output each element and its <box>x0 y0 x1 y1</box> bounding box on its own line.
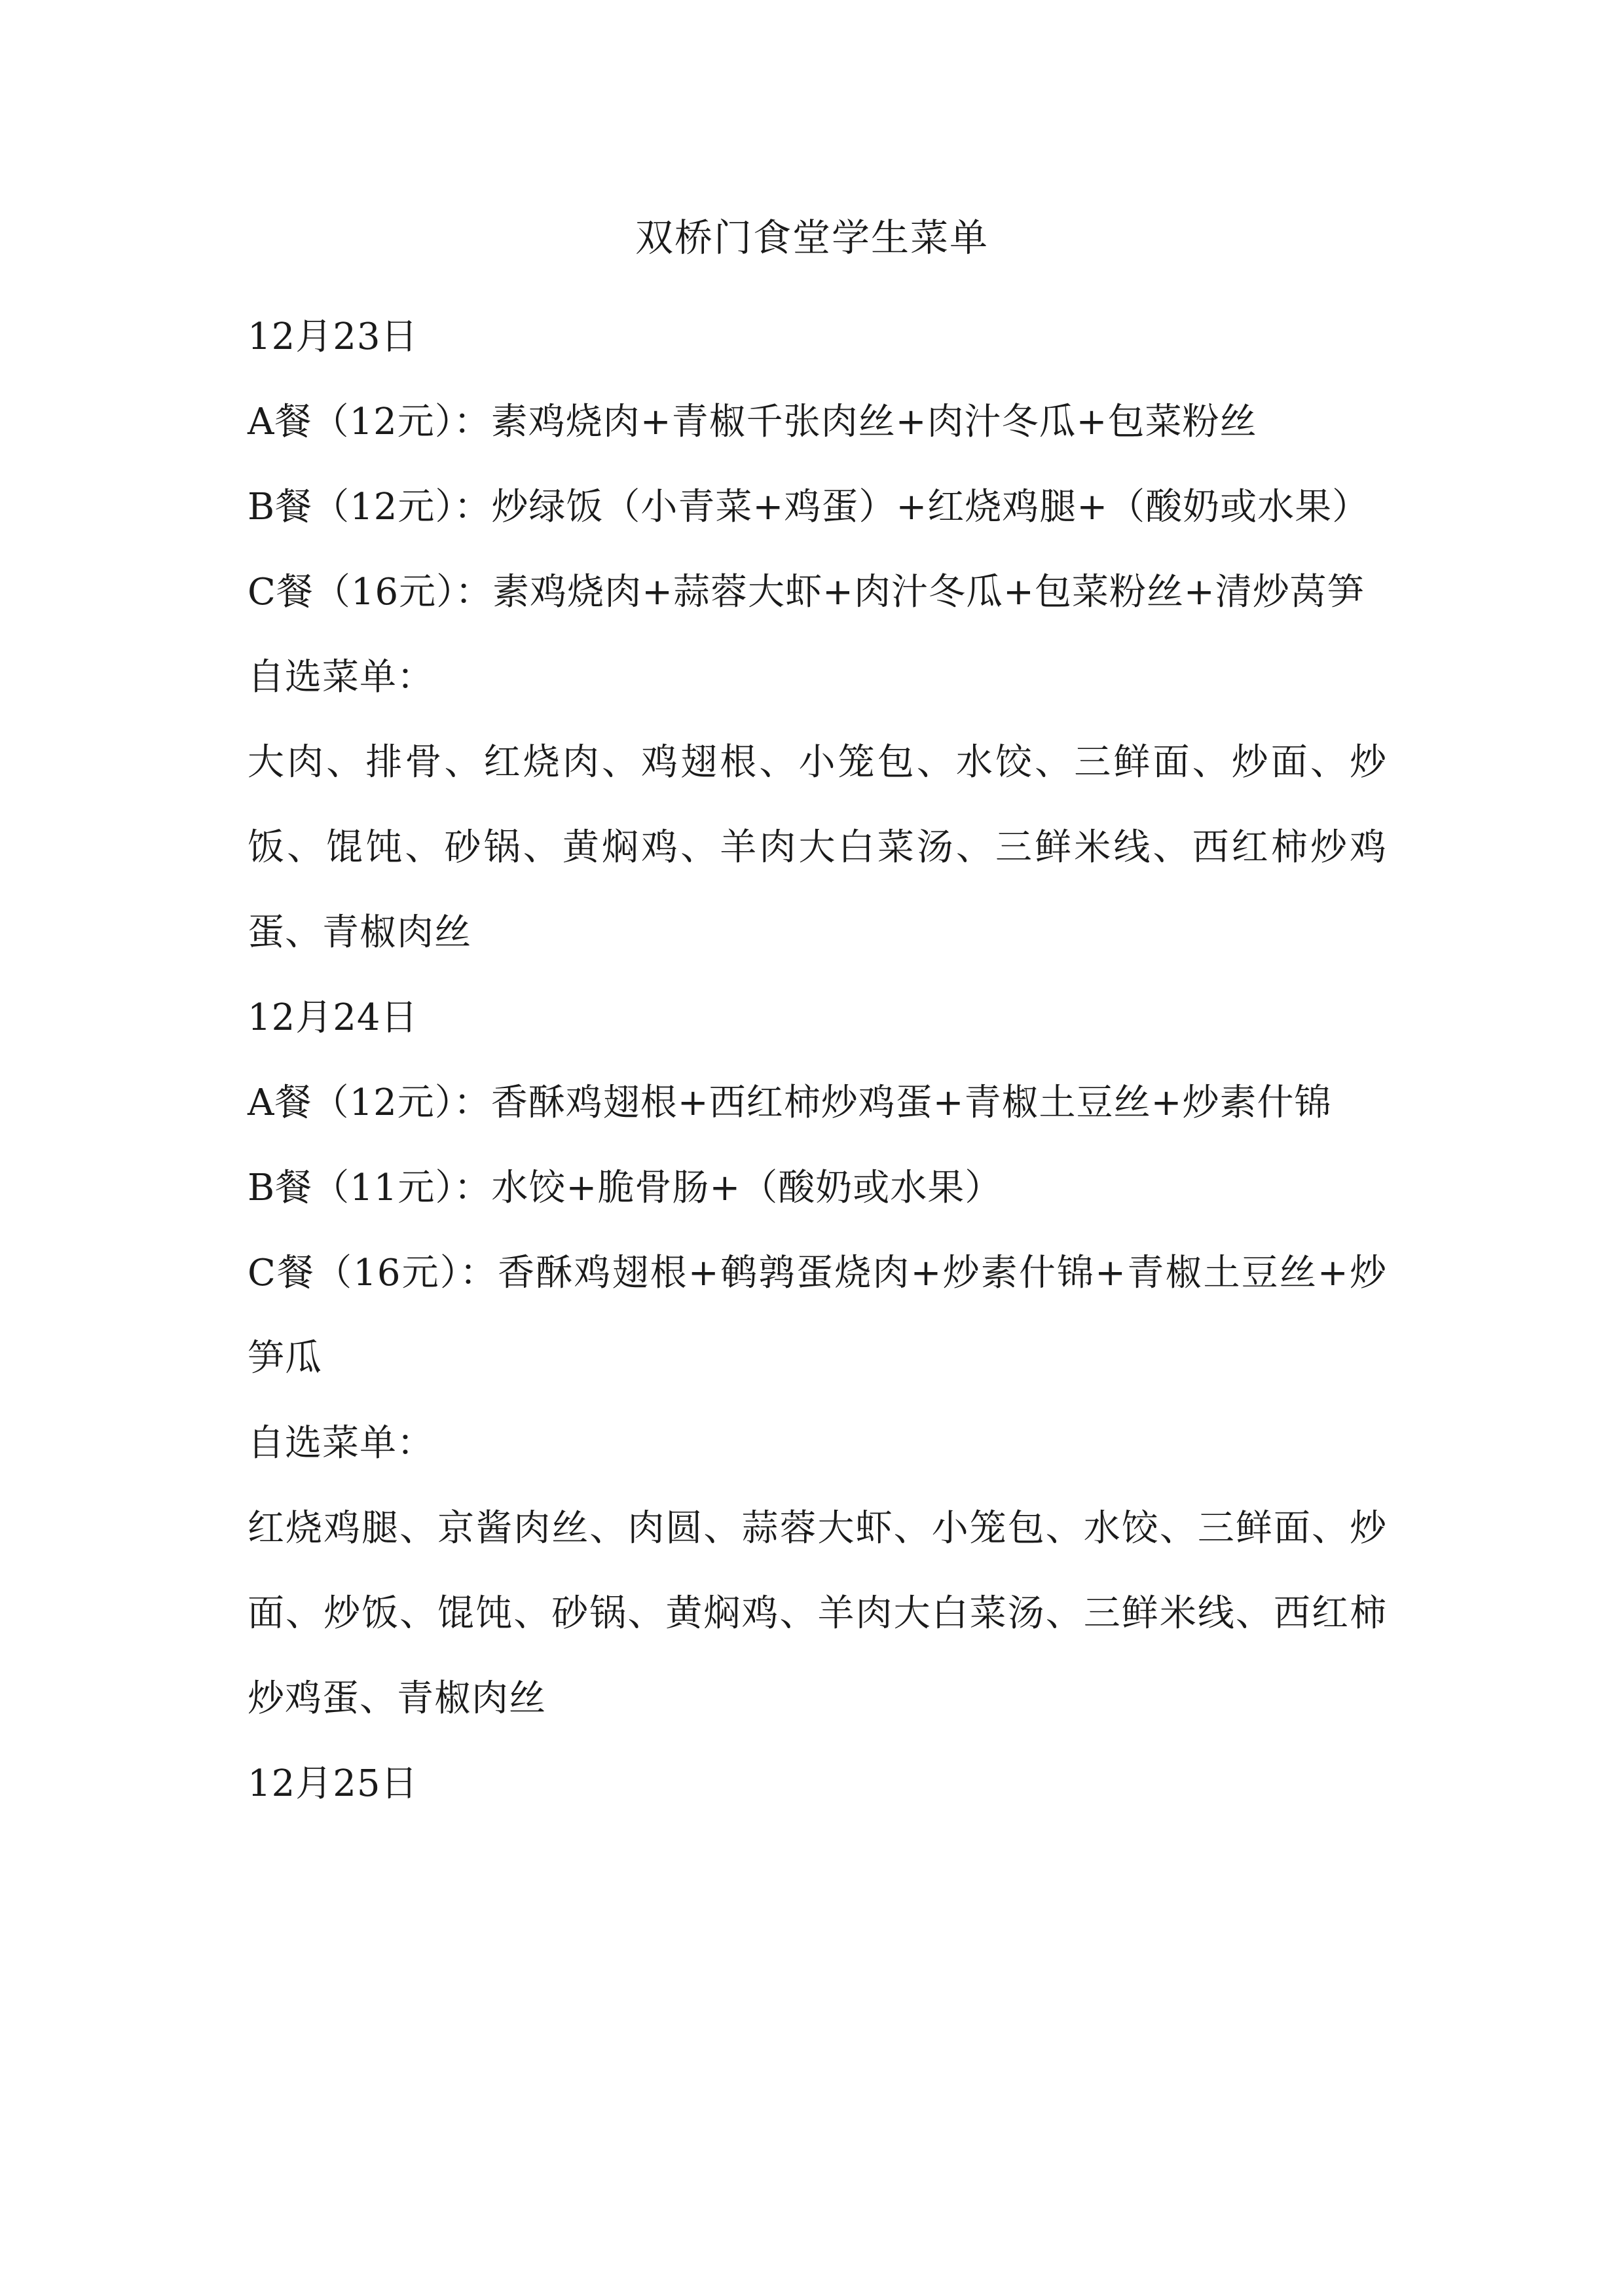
meal-a: A餐（12元）：素鸡烧肉+青椒千张肉丝+肉汁冬瓜+包菜粉丝 <box>248 401 1257 443</box>
page-title: 双桥门食堂学生菜单 <box>635 215 989 260</box>
optional-menu-items: 大肉、排骨、红烧肉、鸡翅根、小笼包、水饺、三鲜面、炒面、炒饭、馄饨、砂锅、黄焖鸡、羊肉大白菜汤、三鲜米线、西红柿炒鸡蛋、青椒肉丝 <box>248 741 1387 954</box>
optional-menu-items: 红烧鸡腿、京酱肉丝、肉圆、蒜蓉大虾、小笼包、水饺、三鲜面、炒面、炒饭、馄饨、砂锅、黄焖鸡、羊肉大白菜汤、三鲜米线、西红柿炒鸡蛋、青椒肉丝 <box>248 1507 1387 1720</box>
day-date: 12月25日 <box>248 1762 418 1805</box>
day-date: 12月24日 <box>248 996 418 1039</box>
optional-menu-label: 自选菜单： <box>248 1422 434 1465</box>
meal-b: B餐（12元）：炒绿饭（小青菜+鸡蛋）+红烧鸡腿+（酸奶或水果） <box>248 486 1370 528</box>
meal-c: C餐（16元）：香酥鸡翅根+鹌鹑蛋烧肉+炒素什锦+青椒土豆丝+炒笋瓜 <box>248 1252 1387 1379</box>
meal-a: A餐（12元）：香酥鸡翅根+西红柿炒鸡蛋+青椒土豆丝+炒素什锦 <box>248 1082 1332 1124</box>
meal-b: B餐（11元）：水饺+脆骨肠+（酸奶或水果） <box>248 1167 1003 1209</box>
menu-content <box>248 295 1387 1827</box>
meal-c: C餐（16元）：素鸡烧肉+蒜蓉大虾+肉汁冬瓜+包菜粉丝+清炒莴笋 <box>248 571 1365 613</box>
day-date: 12月23日 <box>248 316 418 358</box>
optional-menu-label: 自选菜单： <box>248 656 434 699</box>
